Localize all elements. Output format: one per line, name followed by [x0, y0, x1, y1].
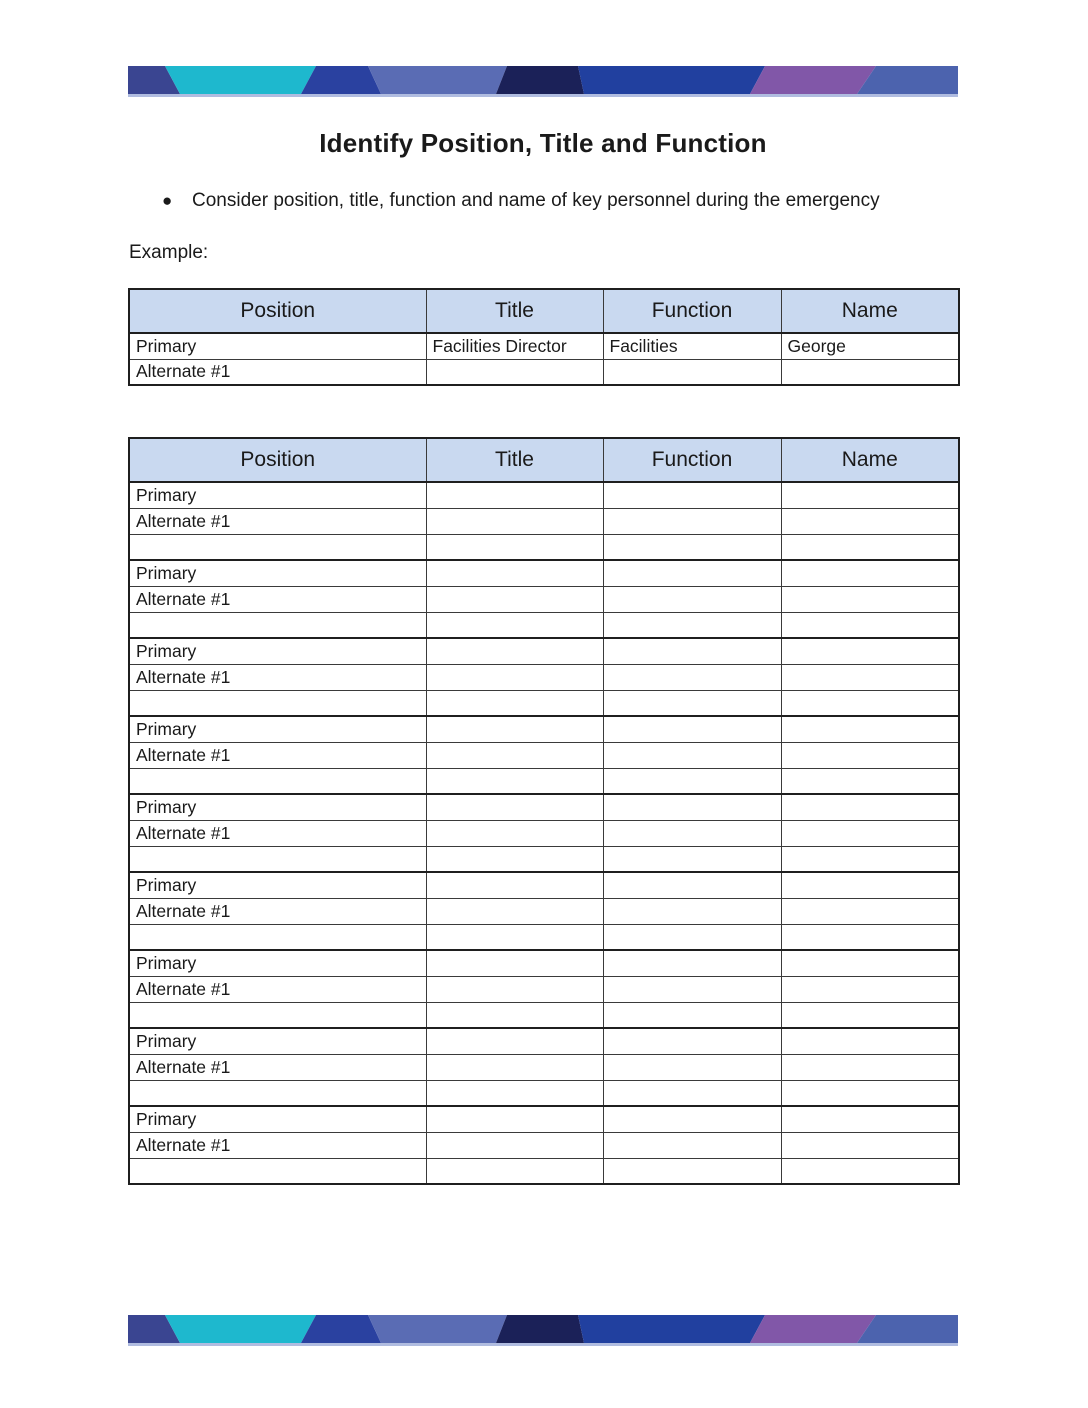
table-cell — [781, 716, 959, 742]
table-cell — [603, 1028, 781, 1054]
table-cell: Alternate #1 — [129, 1054, 426, 1080]
table-row — [129, 359, 959, 385]
table-cell — [781, 1054, 959, 1080]
table-cell — [603, 768, 781, 794]
table-row — [129, 1132, 959, 1158]
table-cell — [426, 1028, 603, 1054]
table-row — [129, 846, 959, 872]
footer-band — [128, 1315, 958, 1346]
main-table — [128, 437, 960, 1185]
table-cell — [426, 768, 603, 794]
table-cell — [426, 1054, 603, 1080]
table-cell — [426, 586, 603, 612]
table-row — [129, 976, 959, 1002]
table-row — [129, 820, 959, 846]
table-cell — [781, 1158, 959, 1184]
table-cell: Primary — [129, 716, 426, 742]
table-cell — [781, 950, 959, 976]
table-cell — [603, 586, 781, 612]
table-cell: Primary — [129, 872, 426, 898]
table-cell — [426, 794, 603, 820]
table-cell — [603, 1106, 781, 1132]
table-cell — [603, 482, 781, 508]
bullet-text: Consider position, title, function and name of key personnel during the emergency — [192, 190, 880, 211]
table-row — [129, 1080, 959, 1106]
table-cell: Primary — [129, 333, 426, 359]
table-cell — [603, 950, 781, 976]
table-cell — [129, 1158, 426, 1184]
table-row — [129, 333, 959, 359]
table-row — [129, 1054, 959, 1080]
table-cell — [426, 950, 603, 976]
table-cell — [426, 898, 603, 924]
table-row — [129, 742, 959, 768]
table-cell — [426, 1106, 603, 1132]
column-header-function: Function — [603, 289, 781, 333]
table-cell — [426, 664, 603, 690]
table-cell — [603, 1002, 781, 1028]
table-cell: Alternate #1 — [129, 664, 426, 690]
table-row — [129, 716, 959, 742]
table-cell — [781, 638, 959, 664]
table-cell — [129, 1080, 426, 1106]
table-cell — [129, 768, 426, 794]
table-cell — [426, 560, 603, 586]
table-cell — [603, 1132, 781, 1158]
table-cell — [426, 716, 603, 742]
table-cell — [603, 534, 781, 560]
table-cell — [781, 1106, 959, 1132]
band-segment-teal — [165, 1315, 316, 1343]
table-cell — [781, 820, 959, 846]
table-cell — [781, 482, 959, 508]
table-cell — [781, 1132, 959, 1158]
table-cell — [781, 586, 959, 612]
column-header-position: Position — [129, 438, 426, 482]
band-underline — [128, 94, 958, 97]
table-cell — [426, 820, 603, 846]
example-label: Example: — [129, 242, 209, 263]
table-cell — [426, 1080, 603, 1106]
table-cell — [603, 560, 781, 586]
table-cell — [426, 846, 603, 872]
table-cell — [603, 898, 781, 924]
table-cell — [781, 1080, 959, 1106]
band-segment-purple — [750, 1315, 876, 1343]
table-cell — [603, 612, 781, 638]
table-cell: George — [781, 333, 959, 359]
band-segment-slate-blue — [368, 66, 507, 94]
table-cell — [603, 872, 781, 898]
table-cell — [603, 1158, 781, 1184]
table-cell — [781, 690, 959, 716]
table-row — [129, 898, 959, 924]
table-cell: Facilities Director — [426, 333, 603, 359]
column-header-position: Position — [129, 289, 426, 333]
header-row — [129, 438, 959, 482]
page-title: Identify Position, Title and Function — [319, 128, 767, 158]
table-cell — [781, 1002, 959, 1028]
table-row — [129, 1106, 959, 1132]
table-row — [129, 534, 959, 560]
table-cell — [603, 1080, 781, 1106]
table-cell — [426, 1002, 603, 1028]
table-cell — [426, 508, 603, 534]
table-cell — [781, 560, 959, 586]
table-cell — [603, 924, 781, 950]
table-cell — [129, 846, 426, 872]
table-cell — [129, 1002, 426, 1028]
table-cell — [603, 976, 781, 1002]
table-cell — [426, 976, 603, 1002]
table-cell — [603, 359, 781, 385]
table-row — [129, 1028, 959, 1054]
table-cell — [426, 638, 603, 664]
header-band — [128, 66, 958, 97]
table-cell — [603, 1054, 781, 1080]
bullet-item — [162, 190, 880, 212]
table-row — [129, 690, 959, 716]
table-cell — [426, 612, 603, 638]
example-table — [128, 288, 960, 386]
table-cell: Alternate #1 — [129, 742, 426, 768]
table-row — [129, 794, 959, 820]
column-header-name: Name — [781, 289, 959, 333]
table-cell: Facilities — [603, 333, 781, 359]
band-segment-royal-blue-2 — [578, 1315, 765, 1343]
table-row — [129, 1158, 959, 1184]
table-cell: Primary — [129, 482, 426, 508]
table-cell — [603, 846, 781, 872]
table-cell: Alternate #1 — [129, 898, 426, 924]
table-cell: Alternate #1 — [129, 1132, 426, 1158]
table-cell — [781, 612, 959, 638]
table-cell — [426, 872, 603, 898]
table-row — [129, 638, 959, 664]
column-header-name: Name — [781, 438, 959, 482]
table-cell: Alternate #1 — [129, 976, 426, 1002]
table-cell: Primary — [129, 560, 426, 586]
table-cell — [781, 794, 959, 820]
table-cell: Primary — [129, 1106, 426, 1132]
table-row — [129, 924, 959, 950]
table-cell — [426, 1158, 603, 1184]
table-cell — [781, 898, 959, 924]
table-cell — [426, 690, 603, 716]
band-segment-dark-navy — [496, 66, 584, 94]
table-row — [129, 664, 959, 690]
table-cell — [781, 872, 959, 898]
table-cell — [603, 690, 781, 716]
band-underline — [128, 1343, 958, 1346]
table-cell — [781, 924, 959, 950]
table-cell — [781, 742, 959, 768]
table-row — [129, 508, 959, 534]
table-cell — [781, 664, 959, 690]
table-cell — [426, 1132, 603, 1158]
table-cell: Alternate #1 — [129, 359, 426, 385]
table-cell: Primary — [129, 638, 426, 664]
table-row — [129, 950, 959, 976]
table-cell — [129, 690, 426, 716]
table-cell — [129, 534, 426, 560]
table-row — [129, 586, 959, 612]
band-segment-royal-blue-2 — [578, 66, 765, 94]
table-cell — [129, 612, 426, 638]
table-row — [129, 872, 959, 898]
table-cell — [781, 508, 959, 534]
band-segment-purple — [750, 66, 876, 94]
table-cell — [603, 794, 781, 820]
table-cell: Alternate #1 — [129, 508, 426, 534]
column-header-title: Title — [426, 438, 603, 482]
table-cell: Alternate #1 — [129, 820, 426, 846]
table-cell — [603, 638, 781, 664]
table-cell — [426, 482, 603, 508]
table-row — [129, 482, 959, 508]
band-segment-slate-blue — [368, 1315, 507, 1343]
table-cell — [603, 664, 781, 690]
table-cell — [781, 534, 959, 560]
band-segment-dark-navy — [496, 1315, 584, 1343]
table-cell — [129, 924, 426, 950]
table-cell: Primary — [129, 794, 426, 820]
table-cell — [603, 716, 781, 742]
table-cell: Primary — [129, 950, 426, 976]
header-row — [129, 289, 959, 333]
column-header-function: Function — [603, 438, 781, 482]
table-cell — [781, 768, 959, 794]
table-cell — [781, 976, 959, 1002]
column-header-title: Title — [426, 289, 603, 333]
table-cell — [426, 359, 603, 385]
table-cell — [781, 359, 959, 385]
bullet-icon: ● — [162, 191, 173, 210]
table-row — [129, 612, 959, 638]
table-cell — [426, 924, 603, 950]
table-cell — [781, 1028, 959, 1054]
table-cell — [781, 846, 959, 872]
table-cell — [603, 508, 781, 534]
table-cell: Alternate #1 — [129, 586, 426, 612]
table-row — [129, 768, 959, 794]
band-segment-teal — [165, 66, 316, 94]
table-cell — [426, 534, 603, 560]
table-row — [129, 1002, 959, 1028]
table-cell: Primary — [129, 1028, 426, 1054]
table-cell — [426, 742, 603, 768]
table-row — [129, 560, 959, 586]
table-cell — [603, 742, 781, 768]
table-cell — [603, 820, 781, 846]
